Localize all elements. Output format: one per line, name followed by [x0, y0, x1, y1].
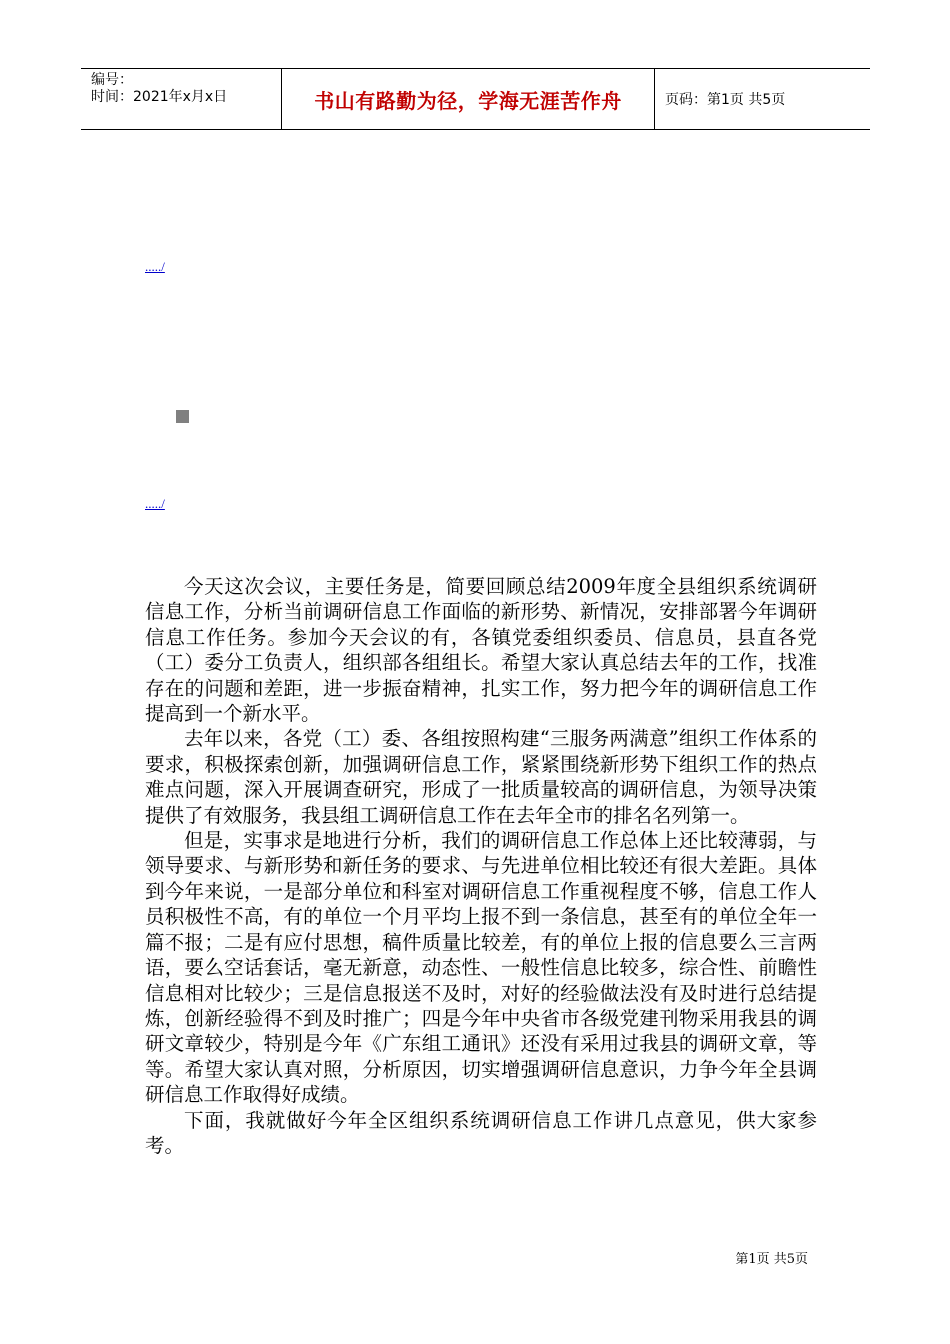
paragraph: 今天这次会议，主要任务是，简要回顾总结2009年度全县组织系统调研信息工作，分析当前调研信息工作面临的新形势、新情况，安排部署今年调研信息工作任务。参加今天会议的有，各镇党委组织委员、信息员，县直各党（工）委分工负责人，组织部各组组长。希望大家认真总结去年的工作，找准存在的问题和差距，进一步振奋精神，扎实工作，努力把今年的调研信息工作提高到一个新水平。: [145, 575, 817, 726]
time-label: 时间：2021年x月x日: [91, 89, 228, 105]
paragraph: 去年以来，各党（工）委、各组按照构建“三服务两满意”组织工作体系的要求，积极探索创新，加强调研信息工作，紧紧围绕新形势下组织工作的热点难点问题，深入开展调查研究，形成了一批质量较高的调研信息，为领导决策提供了有效服务，我县组工调研信息工作在去年全市的排名名列第一。: [145, 727, 817, 827]
document-body: [145, 574, 817, 1158]
number-label: 编号：: [91, 72, 133, 88]
square-bullet-icon: [176, 410, 189, 423]
motto-text: 书山有路勤为径，学海无涯苦作舟: [314, 88, 622, 113]
header-info-cell: [81, 69, 282, 129]
dots-link-1[interactable]: ...../: [145, 259, 165, 274]
header-motto-cell: [282, 69, 655, 129]
dots-link-2[interactable]: ...../: [145, 496, 165, 511]
header-page-cell: [655, 69, 870, 129]
paragraph: 但是，实事求是地进行分析，我们的调研信息工作总体上还比较薄弱，与领导要求、与新形势和新任务的要求、与先进单位相比较还有很大差距。具体到今年来说，一是部分单位和科室对调研信息工作重视程度不够，信息工作人员积极性不高，有的单位一个月平均上报不到一条信息，甚至有的单位全年一篇不报；二是有应付思想，稿件质量比较差，有的单位上报的信息要么三言两语，要么空话套话，毫无新意，动态性、一般性信息比较多，综合性、前瞻性信息相对比较少；三是信息报送不及时，对好的经验做法没有及时进行总结提炼，创新经验得不到及时推广；四是今年中央省市各级党建刊物采用我县的调研文章较少，特别是今年《广东组工通讯》还没有采用过我县的调研文章，等等。希望大家认真对照，分析原因，切实增强调研信息意识，力争今年全县调研信息工作取得好成绩。: [145, 829, 817, 1107]
page-footer: 第1页 共5页: [735, 1252, 808, 1267]
page-label: 页码：第1页 共5页: [665, 92, 786, 108]
paragraph: 下面，我就做好今年全区组织系统调研信息工作讲几点意见，供大家参考。: [145, 1108, 817, 1157]
page-header: [81, 68, 870, 130]
